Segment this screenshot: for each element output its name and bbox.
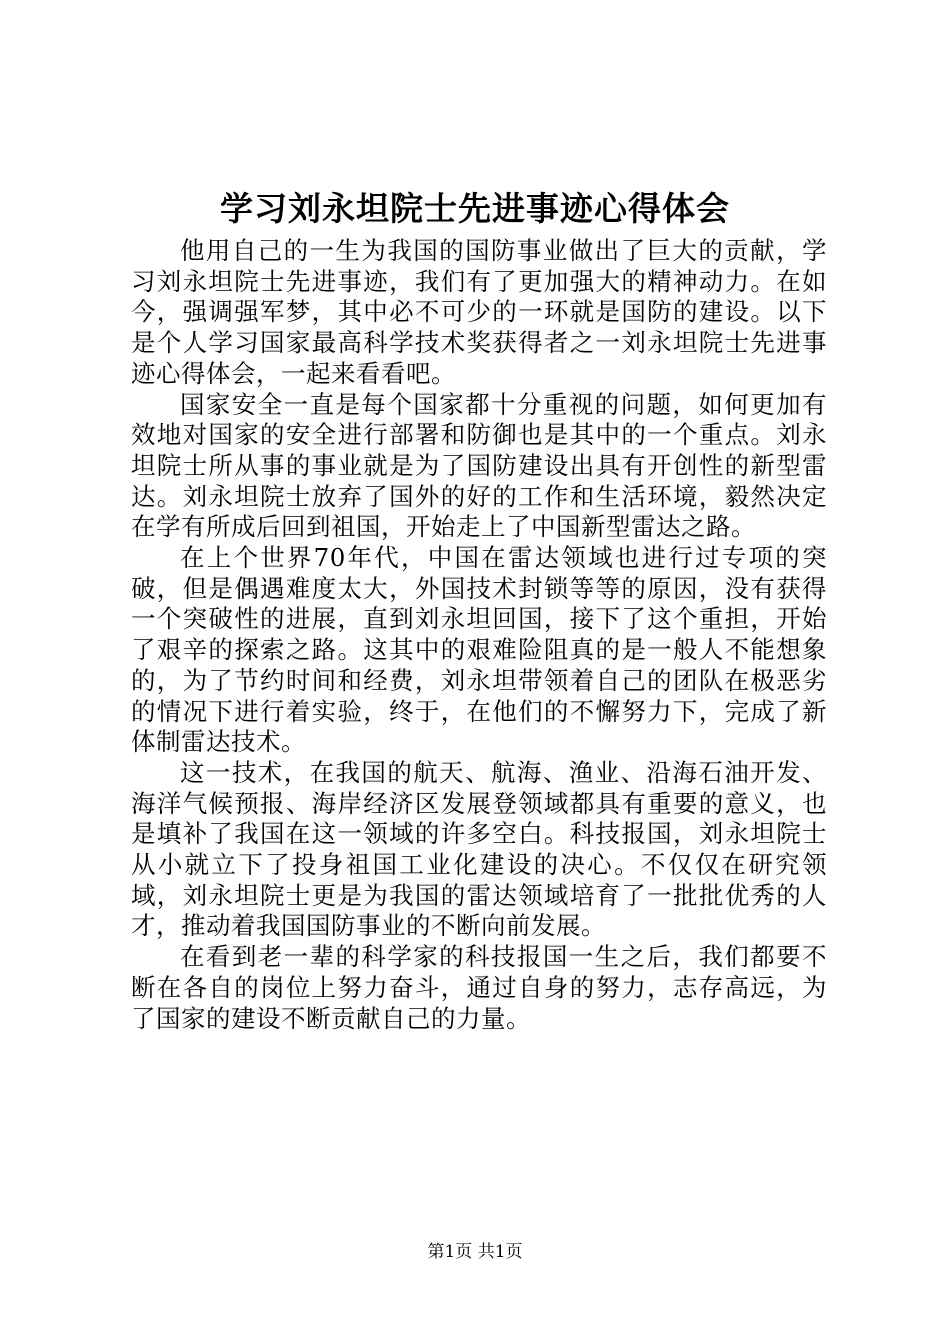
document-title: 学习刘永坦院士先进事迹心得体会 bbox=[220, 189, 730, 228]
page-footer: 第1页 共1页 bbox=[427, 1242, 523, 1262]
document-body bbox=[131, 236, 827, 1034]
paragraph-2: 国家安全一直是每个国家都十分重视的问题，如何更加有效地对国家的安全进行部署和防御也是其中的一个重点。刘永坦院士所从事的事业就是为了国防建设出具有开创性的新型雷达。刘永坦院士放弃了国外的好的工作和生活环境，毅然决定在学有所成后回到祖国，开始走上了中国新型雷达之路。 bbox=[131, 389, 827, 542]
paragraph-5: 在看到老一辈的科学家的科技报国一生之后，我们都要不断在各自的岗位上努力奋斗，通过自身的努力，志存高远，为了国家的建设不断贡献自己的力量。 bbox=[131, 942, 827, 1033]
paragraph-4: 这一技术，在我国的航天、航海、渔业、沿海石油开发、海洋气候预报、海岸经济区发展登领域都具有重要的意义，也是填补了我国在这一领域的许多空白。科技报国，刘永坦院士从小就立下了投身祖国工业化建设的决心。不仅仅在研究领域，刘永坦院士更是为我国的雷达领域培育了一批批优秀的人才，推动着我国国防事业的不断向前发展。 bbox=[131, 757, 827, 941]
paragraph-1: 他用自己的一生为我国的国防事业做出了巨大的贡献，学习刘永坦院士先进事迹，我们有了更加强大的精神动力。在如今，强调强军梦，其中必不可少的一环就是国防的建设。以下是个人学习国家最高科学技术奖获得者之一刘永坦院士先进事迹心得体会，一起来看看吧。 bbox=[131, 236, 827, 388]
paragraph-3: 在上个世界70年代，中国在雷达领域也进行过专项的突破，但是偶遇难度太大，外国技术封锁等等的原因，没有获得一个突破性的进展，直到刘永坦回国，接下了这个重担，开始了艰辛的探索之路。这其中的艰难险阻真的是一般人不能想象的，为了节约时间和经费，刘永坦带领着自己的团队在极恶劣的情况下进行着实验，终于，在他们的不懈努力下，完成了新体制雷达技术。 bbox=[131, 543, 827, 757]
